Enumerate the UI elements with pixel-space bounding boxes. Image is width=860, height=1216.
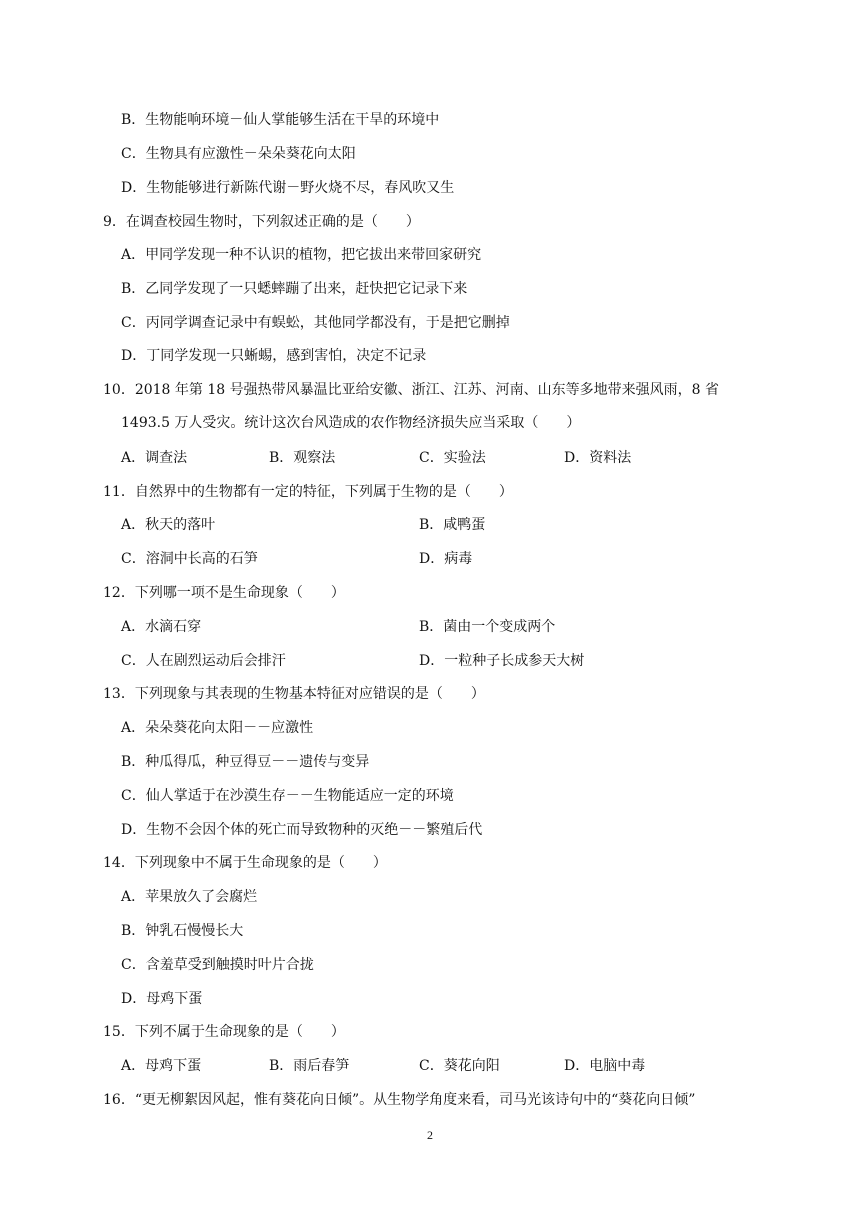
page-number: 2 <box>427 1128 433 1142</box>
q14-option-a: A．苹果放久了会腐烂 <box>121 889 258 905</box>
q15-option-d: D．电脑中毒 <box>564 1058 646 1074</box>
q12-option-c: C．人在剧烈运动后会排汗 <box>121 653 286 669</box>
q10-option-b: B．观察法 <box>269 450 336 466</box>
q14-option-c: C．含羞草受到触摸时叶片合拢 <box>121 957 314 973</box>
q15-option-b: B．雨后春笋 <box>269 1058 350 1074</box>
question-14: 14．下列现象中不属于生命现象的是（ ） <box>103 855 387 871</box>
q9-option-a: A．甲同学发现一种不认识的植物，把它拔出来带回家研究 <box>121 247 482 263</box>
q15-option-a: A．母鸡下蛋 <box>121 1058 202 1074</box>
question-15: 15．下列不属于生命现象的是（ ） <box>103 1024 345 1040</box>
q10-option-a: A．调查法 <box>121 450 188 466</box>
q13-option-b: B．种瓜得瓜，种豆得豆－－遗传与变异 <box>121 754 370 770</box>
q13-option-c: C．仙人掌适于在沙漠生存－－生物能适应一定的环境 <box>121 788 454 804</box>
q11-option-c: C．溶洞中长高的石笋 <box>121 551 258 567</box>
q12-option-b: B．菌由一个变成两个 <box>419 619 556 635</box>
q14-option-b: B．钟乳石慢慢长大 <box>121 923 244 939</box>
q13-option-a: A．朵朵葵花向太阳－－应激性 <box>121 720 314 736</box>
q9-option-b: B．乙同学发现了一只蟋蟀蹦了出来，赶快把它记录下来 <box>121 281 468 297</box>
question-16: 16．“更无柳絮因风起，惟有葵花向日倾”。从生物学角度来看，司马光该诗句中的“葵花向日倾” <box>103 1092 696 1108</box>
q8-option-c: C．生物具有应激性－朵朵葵花向太阳 <box>121 146 356 162</box>
q14-option-d: D．母鸡下蛋 <box>121 991 203 1007</box>
question-11: 11．自然界中的生物都有一定的特征，下列属于生物的是（ ） <box>103 484 513 500</box>
q10-option-d: D．资料法 <box>564 450 632 466</box>
q13-option-d: D．生物不会因个体的死亡而导致物种的灭绝－－繁殖后代 <box>121 822 483 838</box>
question-12: 12．下列哪一项不是生命现象（ ） <box>103 585 345 601</box>
q11-option-d: D．病毒 <box>419 551 473 567</box>
question-10: 10．2018 年第 18 号强热带风暴温比亚给安徽、浙江、江苏、河南、山东等多地带来强风雨，8 省 <box>103 382 719 398</box>
q12-option-a: A．水滴石穿 <box>121 619 202 635</box>
q10-option-c: C．实验法 <box>419 450 486 466</box>
question-9: 9．在调查校园生物时，下列叙述正确的是（ ） <box>103 214 420 230</box>
q9-option-d: D．丁同学发现一只蜥蜴，感到害怕，决定不记录 <box>121 348 427 364</box>
q12-option-d: D．一粒种子长成参天大树 <box>419 653 585 669</box>
q15-option-c: C．葵花向阳 <box>419 1058 500 1074</box>
q9-option-c: C．丙同学调查记录中有蜈蚣，其他同学都没有，于是把它删掉 <box>121 315 510 331</box>
q11-option-b: B．咸鸭蛋 <box>419 517 486 533</box>
q8-option-b: B．生物能响环境－仙人掌能够生活在干旱的环境中 <box>121 112 440 128</box>
q11-option-a: A．秋天的落叶 <box>121 517 216 533</box>
question-13: 13．下列现象与其表现的生物基本特征对应错误的是（ ） <box>103 686 485 702</box>
q8-option-d: D．生物能够进行新陈代谢－野火烧不尽，春风吹又生 <box>121 180 455 196</box>
question-10-continued: 1493.5 万人受灾。统计这次台风造成的农作物经济损失应当采取（ ） <box>121 415 581 431</box>
